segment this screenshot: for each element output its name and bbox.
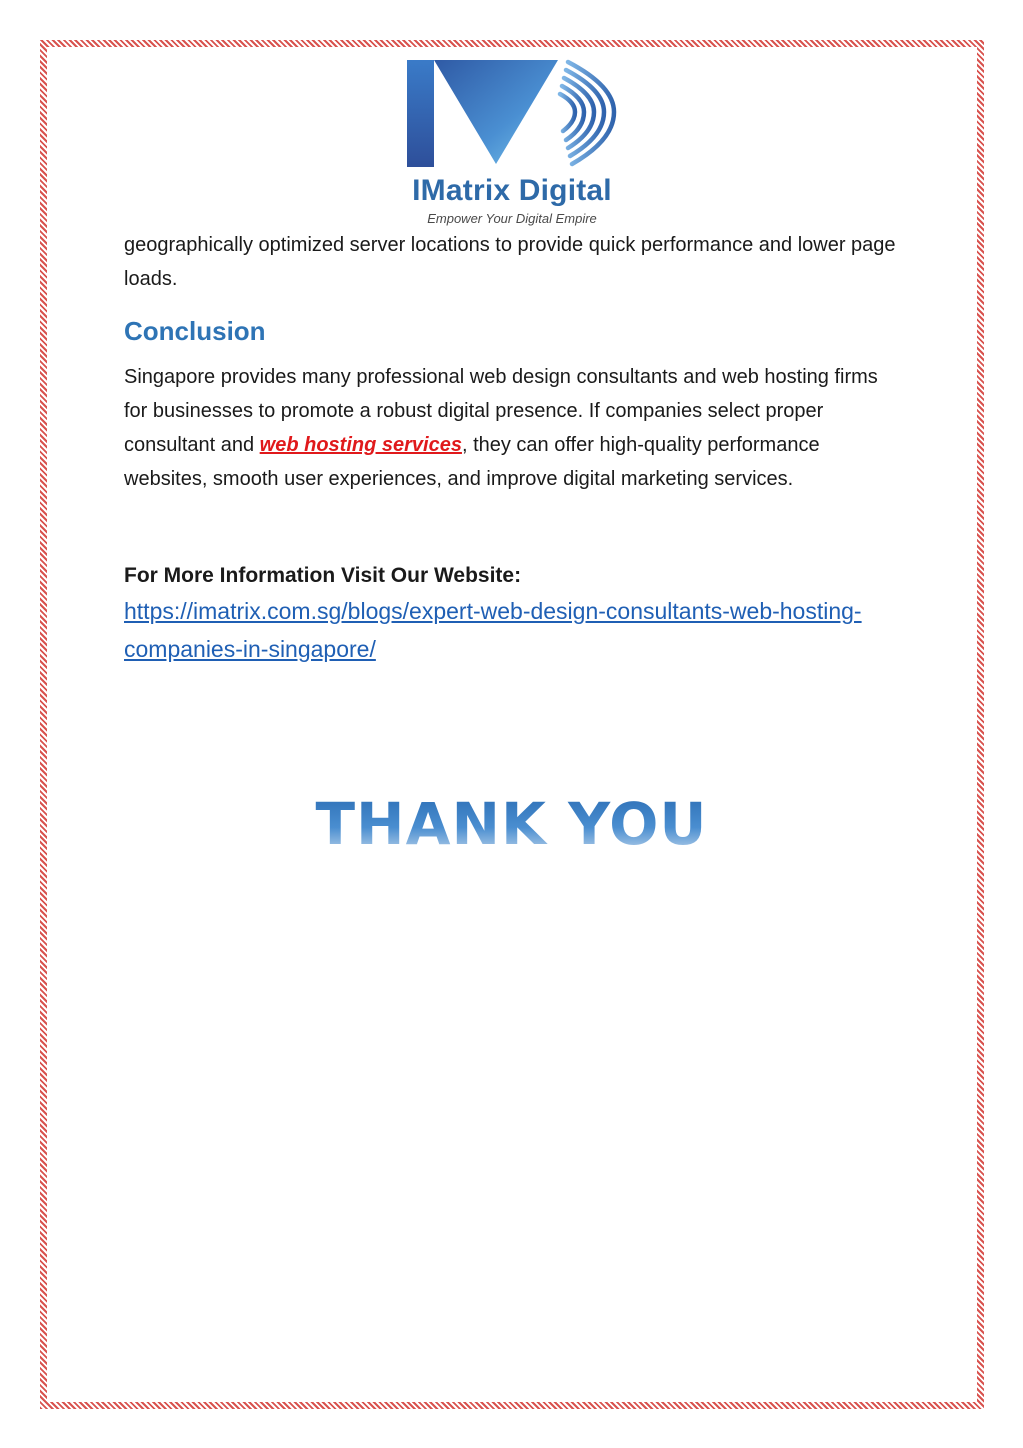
more-info-label: For More Information Visit Our Website:: [124, 564, 522, 587]
intro-paragraph: geographically optimized server locations to provide quick performance and lower page loads.: [124, 234, 896, 290]
conclusion-text-start: Singapore provides many professional web design consultants and web hosting firms for businesses to promote a robust digital presence. If companies select proper consultant and: [124, 366, 878, 456]
section-heading-conclusion: Conclusion: [124, 316, 266, 346]
website-url-link[interactable]: https://imatrix.com.sg/blogs/expert-web-design-consultants-web-hosting-companies-in-singapore/: [124, 598, 862, 662]
conclusion-paragraph: [124, 360, 904, 496]
web-hosting-services-link[interactable]: web hosting services: [259, 434, 462, 456]
brand-name: IMatrix Digital: [412, 174, 612, 207]
brand-logo: [400, 56, 624, 232]
imatrix-logo-icon: [400, 56, 624, 171]
conclusion-text-end: , they can offer high-quality performance websites, smooth user experiences, and improve digital marketing services.: [124, 434, 820, 490]
thank-you-banner: THANK YOU: [0, 790, 1023, 858]
document-body: [124, 228, 904, 668]
brand-tagline: Empower Your Digital Empire: [427, 211, 597, 226]
